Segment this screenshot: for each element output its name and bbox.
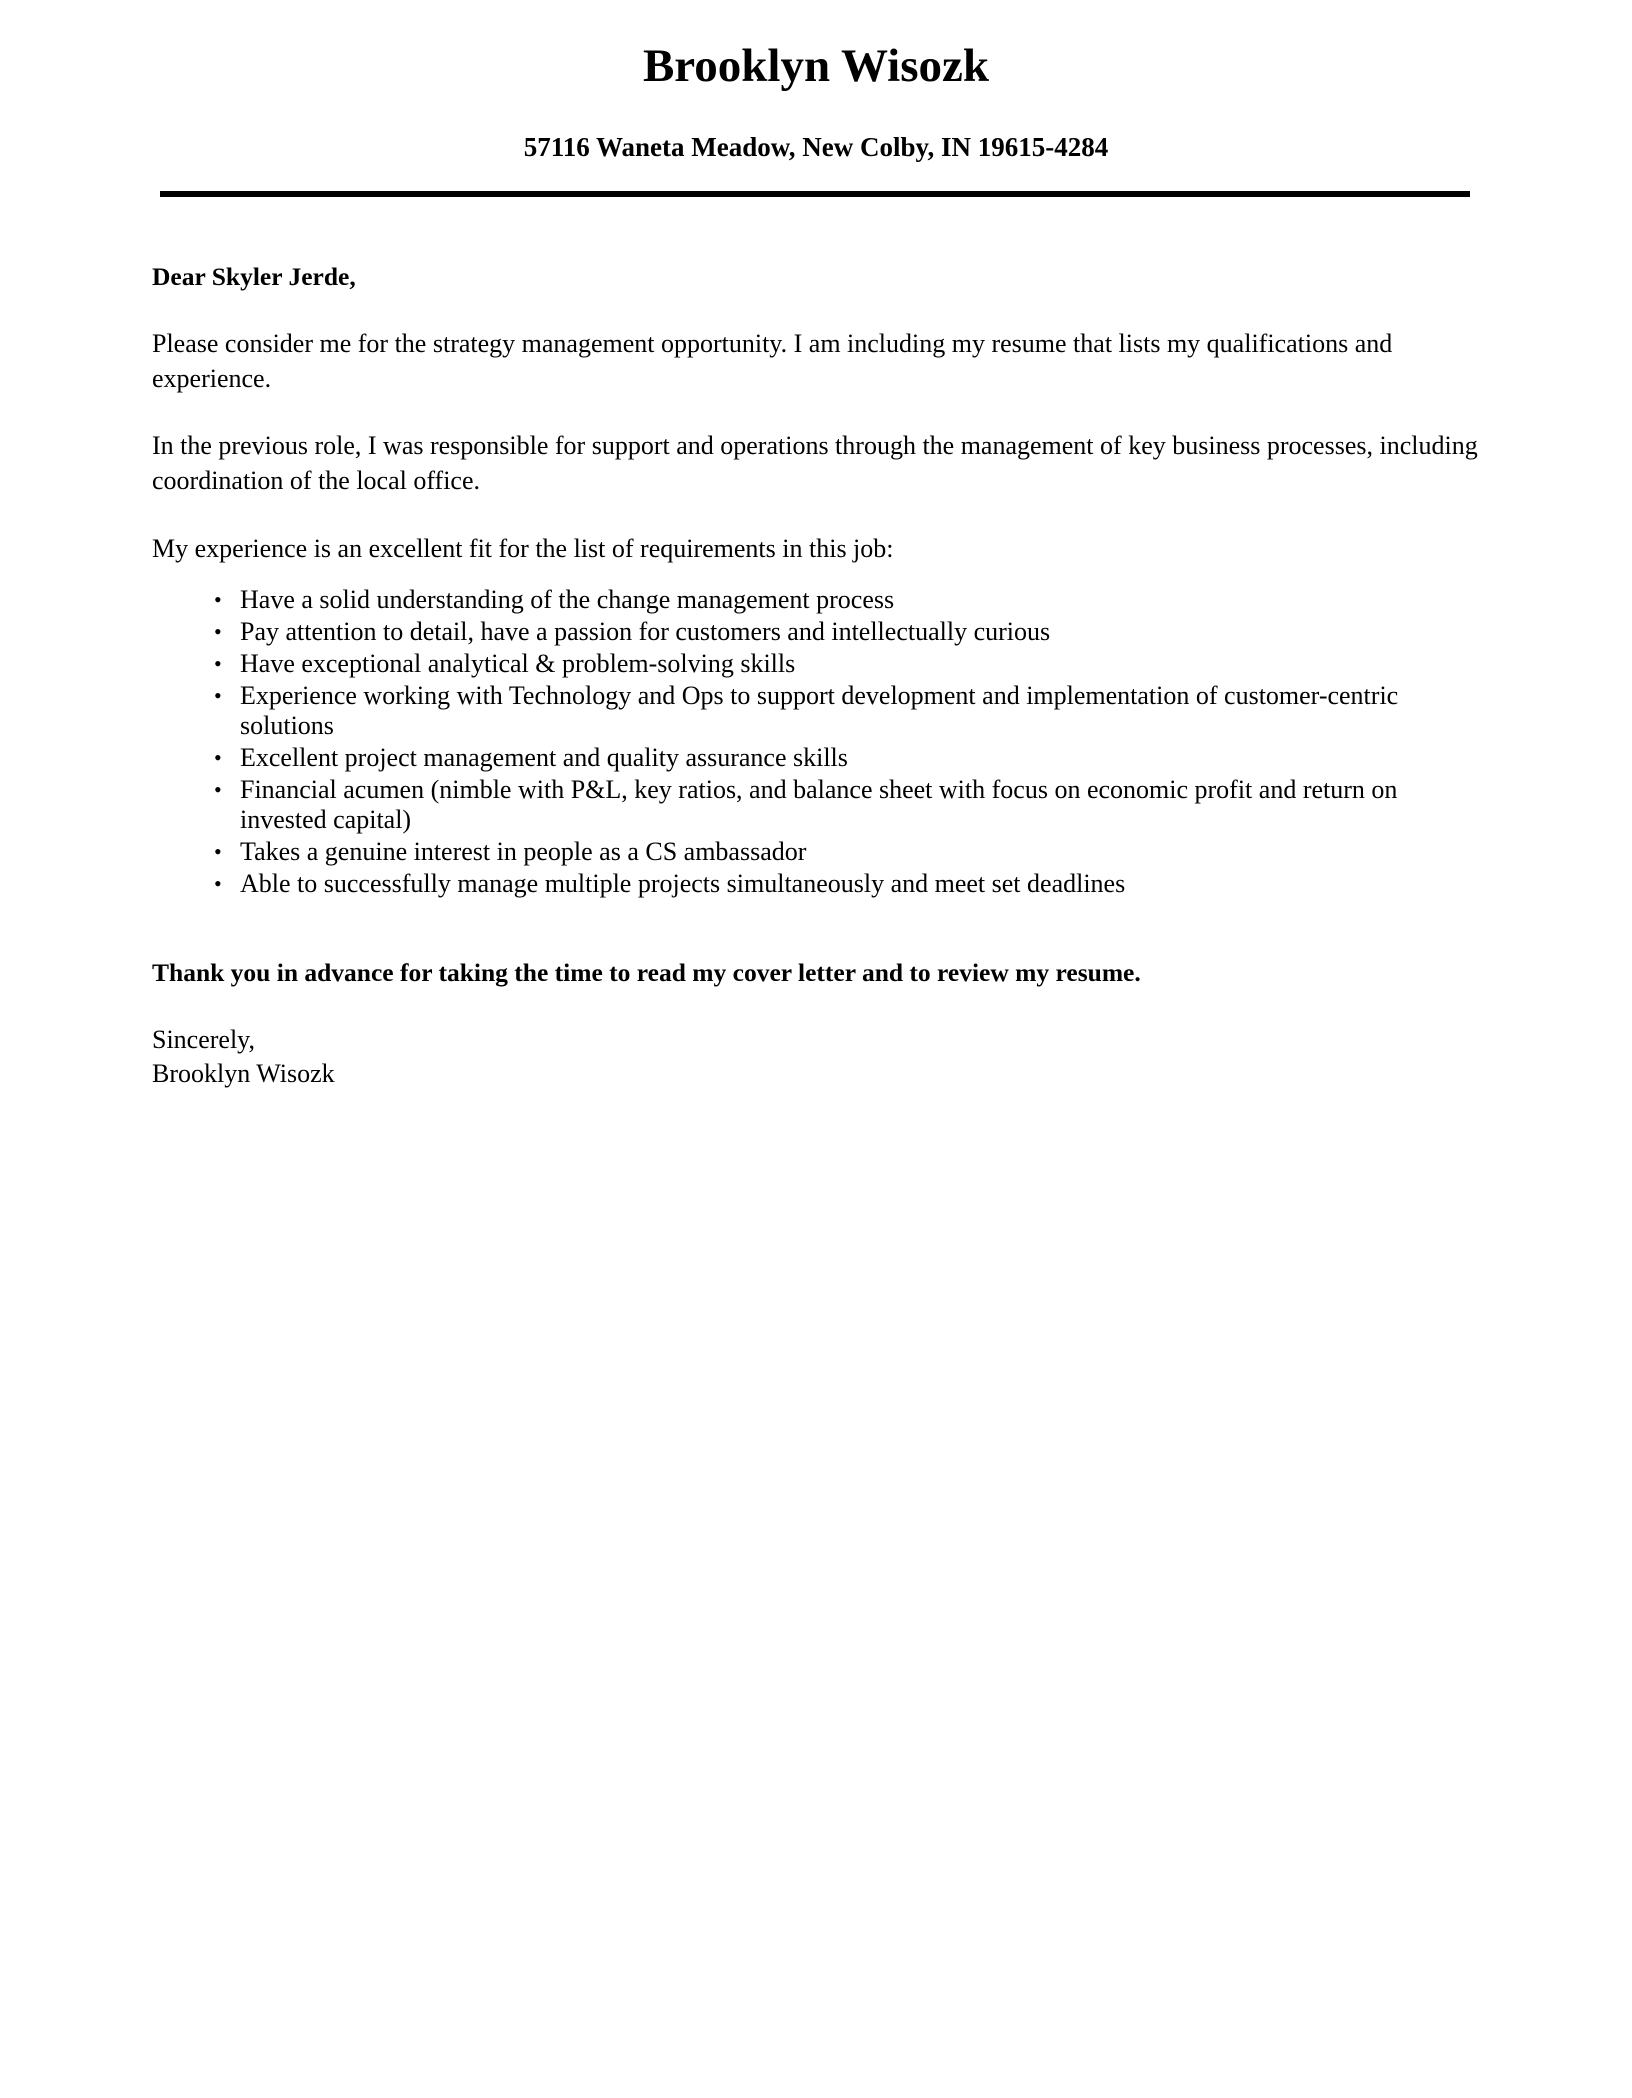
signature-block: [152, 990, 1490, 1093]
signoff-closing: Sincerely,: [152, 1024, 255, 1054]
thank-you-line: Thank you in advance for taking the time to read my cover letter and to review my resume.: [152, 957, 1141, 987]
paragraph-1: Please consider me for the strategy management opportunity. I am including my resume that lists my qualifications and experience.: [152, 328, 1393, 393]
list-item: • Have exceptional analytical & problem-solving skills: [214, 649, 1490, 679]
list-item: • Excellent project management and quality assurance skills: [214, 743, 1490, 773]
list-item: • Pay attention to detail, have a passion for customers and intellectually curious: [214, 617, 1490, 647]
list-item: • Takes a genuine interest in people as a CS ambassador: [214, 837, 1490, 867]
list-item: • Have a solid understanding of the change management process: [214, 585, 1490, 615]
letter-body: [0, 197, 1632, 1092]
list-item: • Experience working with Technology and Ops to support development and implementation of customer-centric solutions: [214, 681, 1490, 741]
address-line: 57116 Waneta Meadow, New Colby, IN 19615-4284: [523, 131, 1109, 162]
requirements-intro: My experience is an excellent fit for the list of requirements in this job:: [152, 533, 894, 563]
requirements-list: [152, 567, 1490, 899]
salutation: Dear Skyler Jerde,: [152, 262, 356, 292]
letterhead: [0, 0, 1632, 197]
list-item: • Able to successfully manage multiple projects simultaneously and meet set deadlines: [214, 869, 1490, 899]
signoff-name: Brooklyn Wisozk: [152, 1059, 335, 1089]
paragraph-2: In the previous role, I was responsible for support and operations through the management of key business processes, including coordination of the local office.: [152, 431, 1478, 496]
page-title: Brooklyn Wisozk: [642, 40, 990, 92]
list-item: • Financial acumen (nimble with P&L, key ratios, and balance sheet with focus on economic profit and return on invested capital): [214, 775, 1490, 835]
